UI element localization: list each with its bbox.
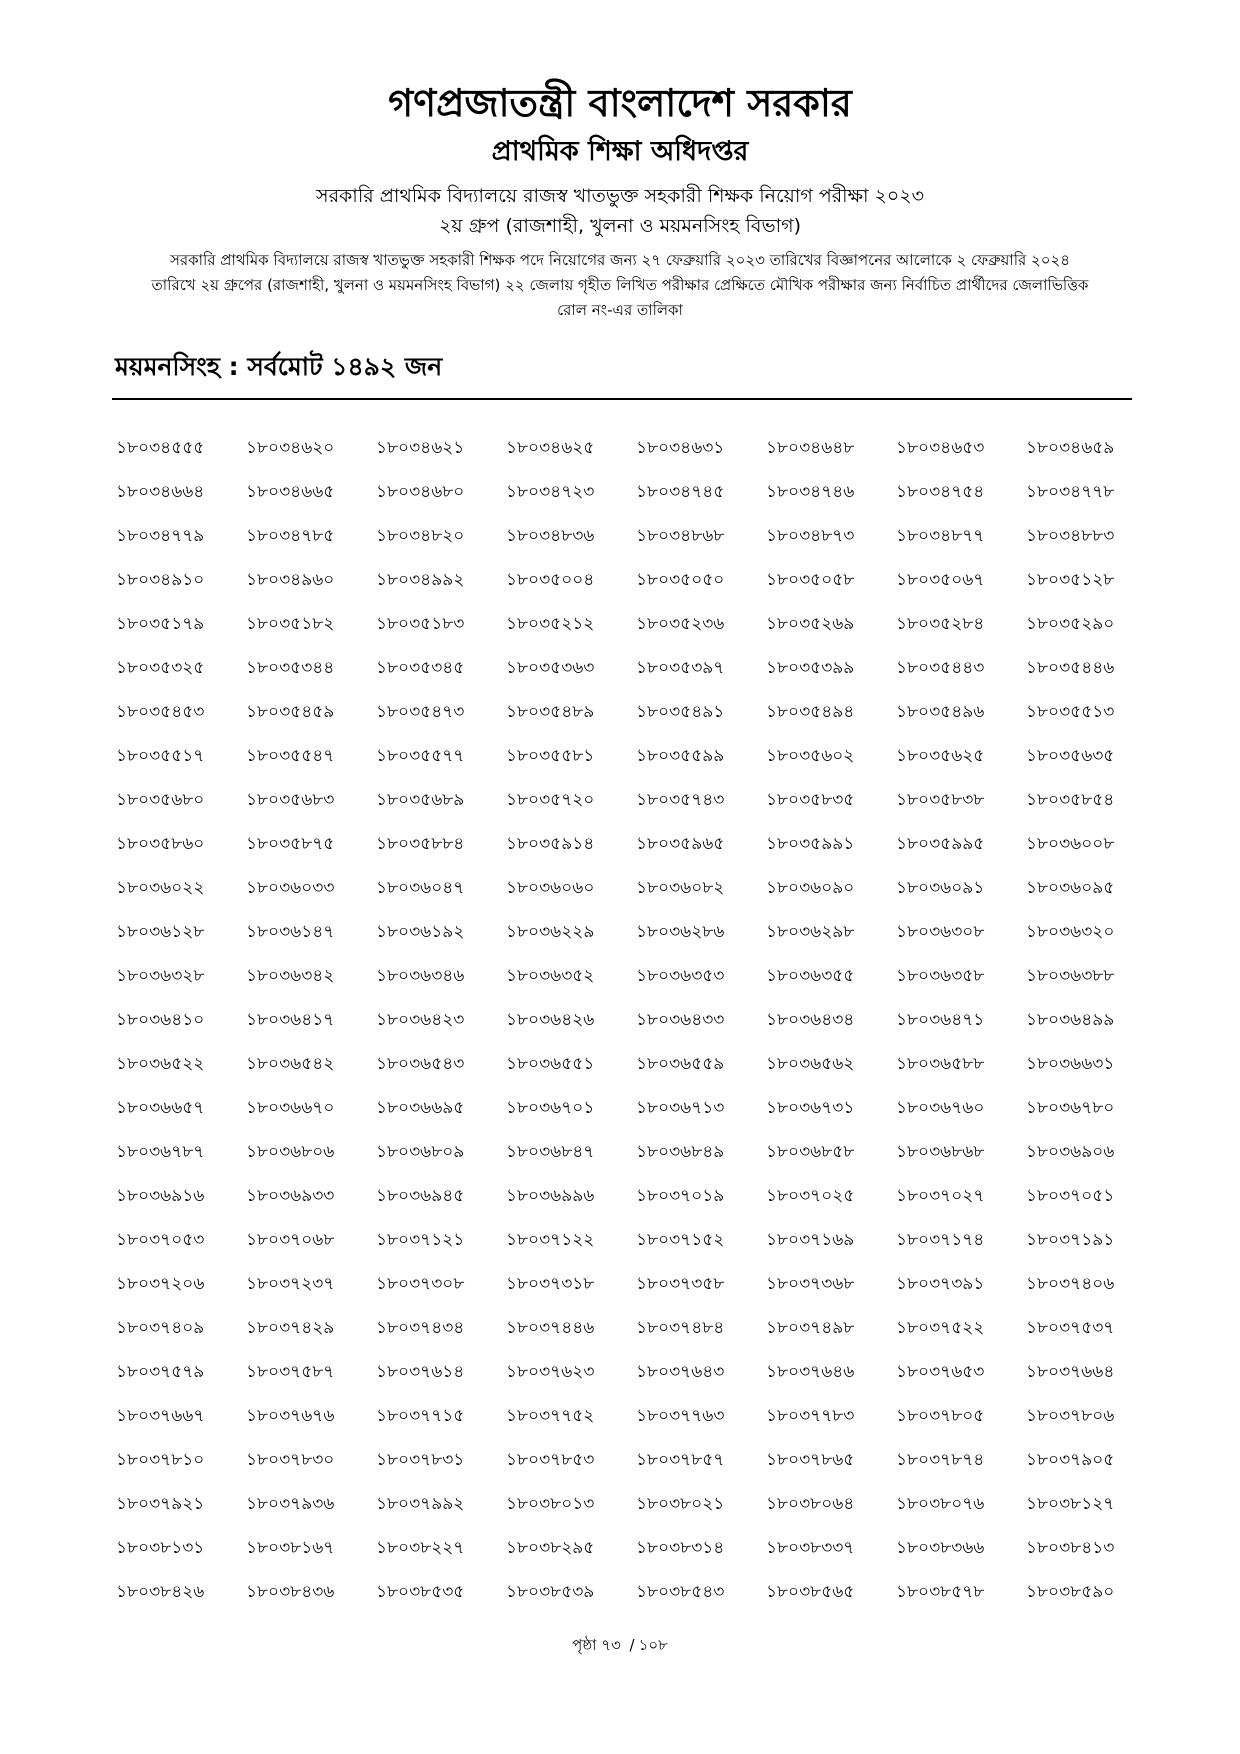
roll-number: ১৮০৩৭৫২২: [896, 1318, 985, 1338]
roll-number: ১৮০৩৮২৯৫: [506, 1538, 595, 1558]
roll-number: ১৮০৩৭৪৩৪: [376, 1318, 465, 1338]
roll-number: ১৮০৩৭৩৫৮: [636, 1274, 725, 1294]
roll-number: ১৮০৩৫২৯০: [1026, 614, 1115, 634]
roll-row: [112, 779, 1152, 823]
roll-number: ১৮০৩৬৪২৩: [376, 1010, 465, 1030]
roll-number: ১৮০৩৭০৫১: [1026, 1186, 1115, 1206]
roll-row: [112, 691, 1152, 735]
roll-number: ১৮০৩৫৪৯৪: [766, 702, 855, 722]
page-number-label: পৃষ্ঠা ৭৩: [572, 1636, 621, 1654]
roll-number: ১৮০৩৫০৬৭: [896, 570, 985, 590]
roll-number: ১৮০৩৪৭৭৯: [116, 526, 205, 546]
roll-number: ১৮০৩৮১৩১: [116, 1538, 205, 1558]
roll-number: ১৮০৩৬৪৯৯: [1026, 1010, 1115, 1030]
roll-row: [112, 471, 1152, 515]
roll-number: ১৮০৩৬৫২২: [116, 1054, 205, 1074]
roll-number: ১৮০৩৫০৫০: [636, 570, 725, 590]
roll-row: [112, 1307, 1152, 1351]
roll-number: ১৮০৩৫০৫৮: [766, 570, 855, 590]
roll-row: [112, 1395, 1152, 1439]
roll-number: ১৮০৩৭১২১: [376, 1230, 465, 1250]
roll-number: ১৮০৩৬৯১৬: [116, 1186, 205, 1206]
roll-number: ১৮০৩৬৭৮৭: [116, 1142, 205, 1162]
roll-number: ১৮০৩৮৫৩৫: [376, 1582, 465, 1602]
roll-number: ১৮০৩৬০৮২: [636, 878, 725, 898]
roll-number: ১৮০৩৭৪০৬: [1026, 1274, 1115, 1294]
exam-title: সরকারি প্রাথমিক বিদ্যালয়ে রাজস্ব খাতভুক্ত সহকারী শিক্ষক নিয়োগ পরীক্ষা ২০২৩: [316, 185, 924, 207]
roll-number: ১৮০৩৫৮৮৪: [376, 834, 465, 854]
roll-row: [112, 955, 1152, 999]
roll-number: ১৮০৩৫৪৪৬: [1026, 658, 1115, 678]
roll-number: ১৮০৩৪৯১০: [116, 570, 205, 590]
roll-number: ১৮০৩৭৭১৫: [376, 1406, 465, 1426]
roll-number: ১৮০৩৬০৯০: [766, 878, 855, 898]
roll-number: ১৮০৩৫৩২৫: [116, 658, 205, 678]
roll-row: [112, 559, 1152, 603]
roll-number: ১৮০৩৮০১৩: [506, 1494, 595, 1514]
roll-number: ১৮০৩৭৮৫৭: [636, 1450, 725, 1470]
page-footer: [0, 1634, 1240, 1656]
roll-number: ১৮০৩৫৪৭৩: [376, 702, 465, 722]
roll-number: ১৮০৩৫৩৪৫: [376, 658, 465, 678]
roll-number: ১৮০৩৮০৬৪: [766, 1494, 855, 1514]
roll-number: ১৮০৩৬৮৫৮: [766, 1142, 855, 1162]
roll-number: ১৮০৩৬০৩৩: [246, 878, 335, 898]
roll-number: ১৮০৩৫৮৭৫: [246, 834, 335, 854]
roll-number: ১৮০৩৫৬০২: [766, 746, 855, 766]
roll-number: ১৮০৩৭৮৩০: [246, 1450, 335, 1470]
roll-number: ১৮০৩৬৮৪৭: [506, 1142, 595, 1162]
roll-number: ১৮০৩৭৬৭৬: [246, 1406, 335, 1426]
roll-row: [112, 1175, 1152, 1219]
roll-row: [112, 427, 1152, 471]
roll-number: ১৮০৩৫৫৪৭: [246, 746, 335, 766]
roll-number: ১৮০৩৪৮৬৮: [636, 526, 725, 546]
roll-number: ১৮০৩৬৪১০: [116, 1010, 205, 1030]
roll-number: ১৮০৩৪৮২০: [376, 526, 465, 546]
roll-row: [112, 1527, 1152, 1571]
roll-row: [112, 647, 1152, 691]
roll-number: ১৮০৩৪৬৫৩: [896, 438, 985, 458]
roll-number: ১৮০৩৬৫৪২: [246, 1054, 335, 1074]
roll-number: ১৮০৩৬৯০৬: [1026, 1142, 1115, 1162]
roll-number: ১৮০৩৮৩৬৬: [896, 1538, 985, 1558]
roll-number: ১৮০৩৬৮৬৮: [896, 1142, 985, 1162]
roll-number: ১৮০৩৫১৭৯: [116, 614, 205, 634]
roll-number: ১৮০৩৭৪০৯: [116, 1318, 205, 1338]
roll-number: ১৮০৩৬৮৪৯: [636, 1142, 725, 1162]
roll-number: ১৮০৩৭০৫৩: [116, 1230, 205, 1250]
roll-number: ১৮০৩৬৬৭০: [246, 1098, 335, 1118]
roll-number: ১৮০৩৭৫৮৭: [246, 1362, 335, 1382]
roll-number: ১৮০৩৫৫৮১: [506, 746, 595, 766]
roll-number: ১৮০৩৪৫৫৫: [116, 438, 205, 458]
roll-number: ১৮০৩৪৮৩৬: [506, 526, 595, 546]
roll-number: ১৮০৩৭৮১০: [116, 1450, 205, 1470]
roll-number: ১৮০৩৮৩৩৭: [766, 1538, 855, 1558]
roll-number: ১৮০৩৬০৯১: [896, 878, 985, 898]
roll-number: ১৮০৩৭২৩৭: [246, 1274, 335, 1294]
roll-number: ১৮০৩৭৬৬৭: [116, 1406, 205, 1426]
roll-number: ১৮০৩৮০৭৬: [896, 1494, 985, 1514]
roll-number: ১৮০৩৭৬৪৬: [766, 1362, 855, 1382]
roll-number: ১৮০৩৫৮৫৪: [1026, 790, 1115, 810]
page-separator: /: [629, 1636, 635, 1654]
roll-number-grid: [112, 427, 1152, 1615]
roll-number: ১৮০৩৫২৩৬: [636, 614, 725, 634]
roll-number: ১৮০৩৭৮৭৪: [896, 1450, 985, 1470]
roll-number: ১৮০৩৬৫৪৩: [376, 1054, 465, 1074]
roll-number: ১৮০৩৮৫৬৫: [766, 1582, 855, 1602]
roll-number: ১৮০৩৬৫৮৮: [896, 1054, 985, 1074]
roll-number: ১৮০৩৬২২৯: [506, 922, 595, 942]
roll-number: ১৮০৩৬৭১৩: [636, 1098, 725, 1118]
roll-number: ১৮০৩৬৫৬২: [766, 1054, 855, 1074]
roll-number: ১৮০৩৫৪৫৩: [116, 702, 205, 722]
roll-number: ১৮০৩৭৯০৫: [1026, 1450, 1115, 1470]
roll-number: ১৮০৩৪৬৮০: [376, 482, 465, 502]
roll-number: ১৮০৩৬৭০১: [506, 1098, 595, 1118]
roll-row: [112, 515, 1152, 559]
roll-row: [112, 1439, 1152, 1483]
roll-number: ১৮০৩৬৬৫৭: [116, 1098, 205, 1118]
roll-number: ১৮০৩৬৯৩৩: [246, 1186, 335, 1206]
roll-number: ১৮০৩৪৭৪৫: [636, 482, 725, 502]
roll-number: ১৮০৩৬৩৫৮: [896, 966, 985, 986]
roll-number: ১৮০৩৫১৮২: [246, 614, 335, 634]
roll-number: ১৮০৩৪৭৮৫: [246, 526, 335, 546]
roll-number: ১৮০৩৫৬২৫: [896, 746, 985, 766]
roll-number: ১৮০৩৭১৬৯: [766, 1230, 855, 1250]
roll-number: ১৮০৩৪৮৭৩: [766, 526, 855, 546]
roll-number: ১৮০৩৭৮৫৩: [506, 1450, 595, 1470]
roll-number: ১৮০৩৫৫১৩: [1026, 702, 1115, 722]
roll-number: ১৮০৩৮০২১: [636, 1494, 725, 1514]
roll-number: ১৮০৩৭০৬৮: [246, 1230, 335, 1250]
roll-number: ১৮০৩৪৯৯২: [376, 570, 465, 590]
roll-number: ১৮০৩৭৬২৩: [506, 1362, 595, 1382]
roll-number: ১৮০৩৫৮৩৫: [766, 790, 855, 810]
group-title: ২য় গ্রুপ (রাজশাহী, খুলনা ও ময়মনসিংহ বিভাগ): [439, 215, 801, 237]
roll-number: ১৮০৩৬৪২৬: [506, 1010, 595, 1030]
roll-row: [112, 911, 1152, 955]
roll-number: ১৮০৩৮৫৪৩: [636, 1582, 725, 1602]
roll-number: ১৮০৩৬৯৪৫: [376, 1186, 465, 1206]
roll-number: ১৮০৩৫৩৯৯: [766, 658, 855, 678]
government-title: গণপ্রজাতন্ত্রী বাংলাদেশ সরকার: [388, 81, 852, 125]
roll-number: ১৮০৩৪৭৪৬: [766, 482, 855, 502]
roll-number: ১৮০৩৪৯৬০: [246, 570, 335, 590]
roll-number: ১৮০৩৭৩০৮: [376, 1274, 465, 1294]
roll-number: ১৮০৩৮৪১৩: [1026, 1538, 1115, 1558]
roll-number: ১৮০৩৬৩০৮: [896, 922, 985, 942]
document-header: [110, 78, 1130, 323]
roll-row: [112, 867, 1152, 911]
roll-row: [112, 1571, 1152, 1615]
roll-number: ১৮০৩৬৬৯৫: [376, 1098, 465, 1118]
roll-number: ১৮০৩৬১২৮: [116, 922, 205, 942]
roll-number: ১৮০৩৭০২৫: [766, 1186, 855, 1206]
roll-number: ১৮০৩৬০৯৫: [1026, 878, 1115, 898]
roll-number: ১৮০৩৪৮৮৩: [1026, 526, 1115, 546]
roll-number: ১৮০৩৬৯৯৬: [506, 1186, 595, 1206]
roll-number: ১৮০৩৬৪১৭: [246, 1010, 335, 1030]
roll-number: ১৮০৩৪৬৪৮: [766, 438, 855, 458]
roll-number: ১৮০৩৬০৬০: [506, 878, 595, 898]
roll-number: ১৮০৩৭৬৫৩: [896, 1362, 985, 1382]
roll-number: ১৮০৩৫২১২: [506, 614, 595, 634]
roll-number: ১৮০৩৫৬৩৫: [1026, 746, 1115, 766]
roll-number: ১৮০৩৮৪২৬: [116, 1582, 205, 1602]
roll-number: ১৮০৩৮১৬৭: [246, 1538, 335, 1558]
department-title: প্রাথমিক শিক্ষা অধিদপ্তর: [491, 136, 749, 167]
roll-number: ১৮০৩৬৩৪৬: [376, 966, 465, 986]
roll-number: ১৮০৩৭৯৩৬: [246, 1494, 335, 1514]
roll-number: ১৮০৩৭৪৮৪: [636, 1318, 725, 1338]
roll-number: ১৮০৩৬৪৩৪: [766, 1010, 855, 1030]
roll-number: ১৮০৩৮৪৩৬: [246, 1582, 335, 1602]
total-pages: ১০৮: [638, 1636, 668, 1654]
roll-number: ১৮০৩৫৯৯৫: [896, 834, 985, 854]
roll-number: ১৮০৩৭১৯১: [1026, 1230, 1115, 1250]
roll-number: ১৮০৩৫৩৬৩: [506, 658, 595, 678]
roll-number: ১৮০৩৬৪৭১: [896, 1010, 985, 1030]
roll-number: ১৮০৩৬০৪৭: [376, 878, 465, 898]
roll-number: ১৮০৩৬৮০৬: [246, 1142, 335, 1162]
roll-number: ১৮০৩৭৩৬৮: [766, 1274, 855, 1294]
roll-number: ১৮০৩৫৯১৪: [506, 834, 595, 854]
roll-number: ১৮০৩৫২৮৪: [896, 614, 985, 634]
roll-number: ১৮০৩৪৮৭৭: [896, 526, 985, 546]
roll-number: ১৮০৩৫৪৫৯: [246, 702, 335, 722]
roll-number: ১৮০৩৭৬৬৪: [1026, 1362, 1115, 1382]
roll-number: ১৮০৩৬৭৮০: [1026, 1098, 1115, 1118]
roll-number: ১৮০৩৫৪৯১: [636, 702, 725, 722]
roll-number: ১৮০৩৮৩১৪: [636, 1538, 725, 1558]
roll-number: ১৮০৩৭৭৮৩: [766, 1406, 855, 1426]
roll-number: ১৮০৩৫৭২০: [506, 790, 595, 810]
roll-row: [112, 1043, 1152, 1087]
roll-number: ১৮০৩৫৯৬৫: [636, 834, 725, 854]
district-total-heading: ময়মনসিংহ : সর্বমোট ১৪৯২ জন: [115, 352, 443, 381]
roll-number: ১৮০৩৪৬২১: [376, 438, 465, 458]
roll-row: [112, 1351, 1152, 1395]
roll-number: ১৮০৩৫৭৪৩: [636, 790, 725, 810]
roll-number: ১৮০৩৮৫৩৯: [506, 1582, 595, 1602]
roll-number: ১৮০৩৫৮৩৮: [896, 790, 985, 810]
roll-number: ১৮০৩৭১২২: [506, 1230, 595, 1250]
roll-number: ১৮০৩৬৫৫৯: [636, 1054, 725, 1074]
roll-number: ১৮০৩৬৩৫৫: [766, 966, 855, 986]
roll-number: ১৮০৩৭৩১৮: [506, 1274, 595, 1294]
roll-number: ১৮০৩৬৪৩৩: [636, 1010, 725, 1030]
roll-number: ১৮০৩৬৮০৯: [376, 1142, 465, 1162]
roll-number: ১৮০৩৬৬৩১: [1026, 1054, 1115, 1074]
roll-number: ১৮০৩৭১৭৪: [896, 1230, 985, 1250]
roll-number: ১৮০৩৬৩২৮: [116, 966, 205, 986]
list-description: সরকারি প্রাথমিক বিদ্যালয়ে রাজস্ব খাতভুক্ত সহকারী শিক্ষক পদে নিয়োগের জন্য ২৭ ফেব্রুয়ারি ২০২৩ তারিখের বিজ্ঞাপনের আলোকে ২ ফেব্রুয়ারি ২০২৪ তারিখে ২য় গ্রুপের (রাজশাহী, খুলনা ও ময়মনসিংহ বিভাগ) ২২ জেলায় গৃহীত লিখিত পরীক্ষার প্রেক্ষিতে মৌখিক পরীক্ষার জন্য নির্বাচিত প্রার্থীদের জেলাভিত্তিক রোল নং-এর তালিকা: [151, 251, 1089, 319]
roll-number: ১৮০৩৮৫৭৮: [896, 1582, 985, 1602]
roll-row: [112, 823, 1152, 867]
roll-number: ১৮০৩৫৬৮৩: [246, 790, 335, 810]
roll-number: ১৮০৩৫৫১৭: [116, 746, 205, 766]
roll-number: ১৮০৩৪৬৩১: [636, 438, 725, 458]
roll-number: ১৮০৩৪৬৬৫: [246, 482, 335, 502]
roll-number: ১৮০৩৫৮৬০: [116, 834, 205, 854]
roll-number: ১৮০৩৫১২৮: [1026, 570, 1115, 590]
roll-number: ১৮০৩৬০২২: [116, 878, 205, 898]
roll-number: ১৮০৩৪৬২০: [246, 438, 335, 458]
roll-number: ১৮০৩৭৭৬৩: [636, 1406, 725, 1426]
roll-number: ১৮০৩৫৪৯৬: [896, 702, 985, 722]
roll-row: [112, 603, 1152, 647]
roll-row: [112, 735, 1152, 779]
roll-number: ১৮০৩৭৮০৬: [1026, 1406, 1115, 1426]
roll-number: ১৮০৩৫৪৪৩: [896, 658, 985, 678]
roll-number: ১৮০৩৪৭৭৮: [1026, 482, 1115, 502]
roll-number: ১৮০৩৬৫৫১: [506, 1054, 595, 1074]
roll-number: ১৮০৩৭৫৩৭: [1026, 1318, 1115, 1338]
roll-number: ১৮০৩৭২০৬: [116, 1274, 205, 1294]
roll-number: ১৮০৩৬৭৩১: [766, 1098, 855, 1118]
roll-number: ১৮০৩৪৬২৫: [506, 438, 595, 458]
roll-number: ১৮০৩৭৪৪৬: [506, 1318, 595, 1338]
roll-row: [112, 999, 1152, 1043]
roll-number: ১৮০৩৭৪৯৮: [766, 1318, 855, 1338]
roll-number: ১৮০৩৬৩২০: [1026, 922, 1115, 942]
roll-number: ১৮০৩৭৮০৫: [896, 1406, 985, 1426]
roll-number: ১৮০৩৪৬৬৪: [116, 482, 205, 502]
district-section: [115, 347, 1130, 387]
roll-number: ১৮০৩৬২৯৮: [766, 922, 855, 942]
roll-number: ১৮০৩৮২২৭: [376, 1538, 465, 1558]
roll-number: ১৮০৩৫৫৯৯: [636, 746, 725, 766]
roll-number: ১৮০৩৭৬১৪: [376, 1362, 465, 1382]
roll-number: ১৮০৩৭৯৯২: [376, 1494, 465, 1514]
roll-number: ১৮০৩৬২৮৬: [636, 922, 725, 942]
roll-number: ১৮০৩৬৩৮৮: [1026, 966, 1115, 986]
roll-number: ১৮০৩৭৯২১: [116, 1494, 205, 1514]
roll-number: ১৮০৩৫৬৮০: [116, 790, 205, 810]
roll-number: ১৮০৩৫৯৯১: [766, 834, 855, 854]
roll-number: ১৮০৩৬৩৫৩: [636, 966, 725, 986]
roll-number: ১৮০৩৬১৪৭: [246, 922, 335, 942]
roll-number: ১৮০৩৫১৮৩: [376, 614, 465, 634]
roll-row: [112, 1483, 1152, 1527]
roll-number: ১৮০৩৮১২৭: [1026, 1494, 1115, 1514]
roll-number: ১৮০৩৫২৬৯: [766, 614, 855, 634]
roll-number: ১৮০৩৭৬৪৩: [636, 1362, 725, 1382]
roll-number: ১৮০৩৬১৯২: [376, 922, 465, 942]
roll-number: ১৮০৩৭৮৩১: [376, 1450, 465, 1470]
roll-number: ১৮০৩৭৪২৯: [246, 1318, 335, 1338]
roll-number: ১৮০৩৬০০৮: [1026, 834, 1115, 854]
roll-number: ১৮০৩৭৩৯১: [896, 1274, 985, 1294]
roll-number: ১৮০৩৪৭২৩: [506, 482, 595, 502]
roll-number: ১৮০৩৪৬৫৯: [1026, 438, 1115, 458]
roll-number: ১৮০৩৭৫৭৯: [116, 1362, 205, 1382]
roll-number: ১৮০৩৫০০৪: [506, 570, 595, 590]
roll-number: ১৮০৩৮৫৯০: [1026, 1582, 1115, 1602]
roll-number: ১৮০৩৬৭৬০: [896, 1098, 985, 1118]
roll-number: ১৮০৩৭০১৯: [636, 1186, 725, 1206]
heading-divider: [112, 398, 1132, 400]
roll-number: ১৮০৩৭৭৫২: [506, 1406, 595, 1426]
roll-number: ১৮০৩৫৪৮৯: [506, 702, 595, 722]
roll-number: ১৮০৩৭০২৭: [896, 1186, 985, 1206]
roll-row: [112, 1087, 1152, 1131]
roll-number: ১৮০৩৫৬৮৯: [376, 790, 465, 810]
roll-number: ১৮০৩৪৭৫৪: [896, 482, 985, 502]
roll-number: ১৮০৩৫৫৭৭: [376, 746, 465, 766]
roll-row: [112, 1219, 1152, 1263]
roll-number: ১৮০৩৭১৫২: [636, 1230, 725, 1250]
roll-row: [112, 1263, 1152, 1307]
roll-row: [112, 1131, 1152, 1175]
roll-number: ১৮০৩৬৩৪২: [246, 966, 335, 986]
roll-number: ১৮০৩৫৩৪৪: [246, 658, 335, 678]
roll-number: ১৮০৩৬৩৫২: [506, 966, 595, 986]
roll-number: ১৮০৩৫৩৯৭: [636, 658, 725, 678]
roll-number: ১৮০৩৭৮৬৫: [766, 1450, 855, 1470]
